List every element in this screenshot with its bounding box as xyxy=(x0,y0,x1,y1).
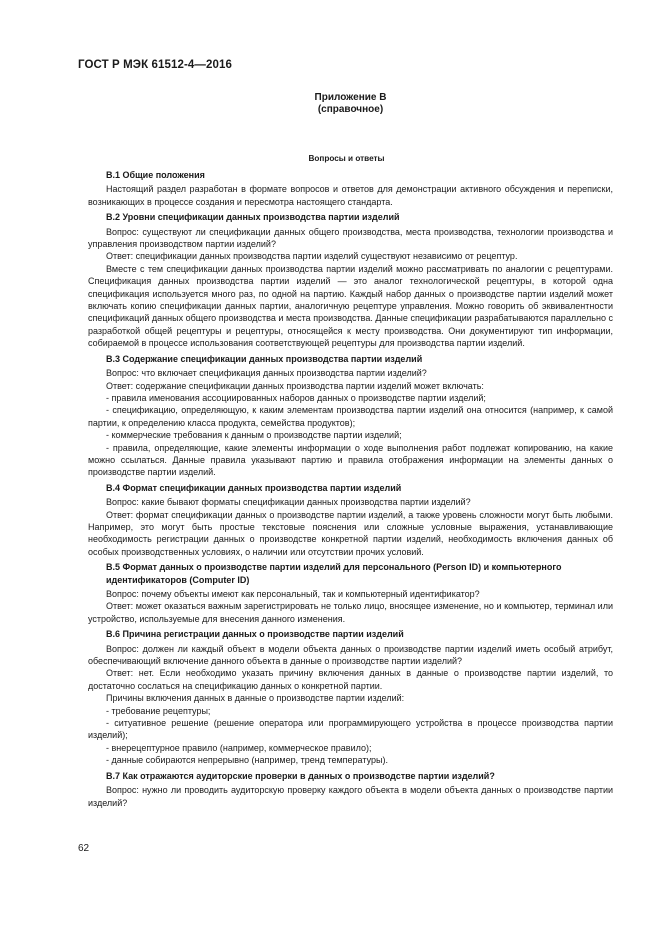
section-heading: В.3 Содержание спецификации данных производства партии изделий xyxy=(106,353,423,364)
appendix-heading xyxy=(0,92,661,116)
standard-code: ГОСТ Р МЭК 61512-4—2016 xyxy=(78,59,232,71)
paragraph: Ответ: формат спецификации данных о производстве партии изделий, а также уровень сложности могут быть любыми. Например, это могут быть простые текстовые пояснения или сложные условные выражения, устанавливающие необходимость регистрации данных о производстве конкретной партии изделий, необходимость включения данных об особых производственных условиях, о наличии или отсутствии прочих условий. xyxy=(88,509,613,557)
list-item: - коммерческие требования к данным о производстве партии изделий; xyxy=(106,430,402,441)
paragraph: Ответ: спецификации данных производства партии изделий существуют независимо от рецептур. xyxy=(106,251,518,262)
section-6 xyxy=(88,628,613,766)
paragraph: Вопрос: какие бывают форматы спецификации данных производства партии изделий? xyxy=(106,497,471,508)
paragraph: Настоящий раздел разработан в формате вопросов и ответов для демонстрации активного обсуждения и переписки, возникающих в процессе создания и пересмотра настоящего стандарта. xyxy=(88,184,613,207)
list-item: - правила именования ассоциированных наборов данных о производстве партии изделий; xyxy=(106,392,486,403)
section-heading: В.7 Как отражаются аудиторские проверки в данных о производстве партии изделий? xyxy=(106,770,495,781)
page-number: 62 xyxy=(78,843,90,854)
appendix-title: Приложение В xyxy=(314,92,387,103)
section-3 xyxy=(88,353,613,479)
paragraph: Вопрос: что включает спецификация данных производства партии изделий? xyxy=(106,368,427,379)
appendix-subtitle: (справочное) xyxy=(317,104,384,115)
section-heading: В.2 Уровни спецификации данных производства партии изделий xyxy=(106,212,400,223)
paragraph: Вместе с тем спецификации данных производства партии изделий можно рассматривать по аналогии с рецептурами. Спецификация данных производства партии изделий — это аналог технологической рецептуры, в которой одна спецификация используется много раз, по одной на партию. Каждый набор данных о производстве партии изделий может включать копию спецификации данных партии, аналогичную рецептуре управления. Можно говорить об эквивалентности спецификаций данных общего производства и места производства. Данные спецификации разрабатываются параллельно с разработкой общей рецептуры и рецептуры, относящейся к месту производства. Они документируют тип информации, собираемой в процессе использования соответствующей рецептуры для производства партии изделий. xyxy=(88,263,613,349)
paragraph: Ответ: может оказаться важным зарегистрировать не только лицо, вносящее изменение, но и компьютер, терминал или устройство, используемые для внесения данного изменения. xyxy=(88,601,613,624)
document-body xyxy=(88,169,613,809)
section-heading: В.6 Причина регистрации данных о производстве партии изделий xyxy=(106,629,404,640)
section-heading: В.1 Общие положения xyxy=(106,170,205,180)
section-4 xyxy=(88,482,613,558)
list-item: - требование рецептуры; xyxy=(106,705,211,716)
paragraph: Ответ: нет. Если необходимо указать причину включения данных в данные о производстве партии изделий, то достаточно сослаться на спецификацию данных о конкретной партии. xyxy=(88,668,613,691)
section-1 xyxy=(88,169,613,208)
paragraph: Вопрос: должен ли каждый объект в модели объекта данных о производстве партии изделий иметь особый атрибут, обеспечивающий включение данного объекта в данные о производстве партии изделий? xyxy=(88,643,613,667)
list-item: - данные собираются непрерывно (например, тренд температуры). xyxy=(106,755,388,766)
list-item: - спецификацию, определяющую, к каким элементам производства партии изделий она относится (например, к самой партии, к определению класса продукта, семейства продуктов); xyxy=(88,405,613,428)
paragraph: Вопрос: существуют ли спецификации данных общего производства, места производства, технологии производства и управления производством партии изделий? xyxy=(88,226,613,250)
main-title: Вопросы и ответы xyxy=(308,154,385,163)
section-2 xyxy=(88,211,613,349)
list-item: - ситуативное решение (решение оператора или программирующего устройства в процессе производства партии изделий); xyxy=(88,718,613,741)
paragraph: Вопрос: нужно ли проводить аудиторскую проверку каждого объекта в модели объекта данных о производстве партии изделий? xyxy=(88,785,613,808)
list-item: - внерецептурное правило (например, коммерческое правило); xyxy=(106,742,372,753)
section-heading: В.5 Формат данных о производстве партии изделий для персонального (Person ID) и компьютерного идентификаторов (Computer ID) xyxy=(106,562,562,585)
paragraph: Причины включения данных в данные о производстве партии изделий: xyxy=(106,693,405,704)
paragraph: Вопрос: почему объекты имеют как персональный, так и компьютерный идентификатор? xyxy=(106,589,480,599)
paragraph: Ответ: содержание спецификации данных производства партии изделий может включать: xyxy=(106,380,484,391)
section-5 xyxy=(88,561,613,625)
section-7 xyxy=(88,770,613,809)
list-item: - правила, определяющие, какие элементы информации о ходе выполнения работ подлежат копированию, на какие можно ссылаться. Данные правила указывают партию и правила отображения информации на элементы данных о производстве партии изделий. xyxy=(88,442,613,478)
section-heading: В.4 Формат спецификации данных производства партии изделий xyxy=(106,482,402,493)
